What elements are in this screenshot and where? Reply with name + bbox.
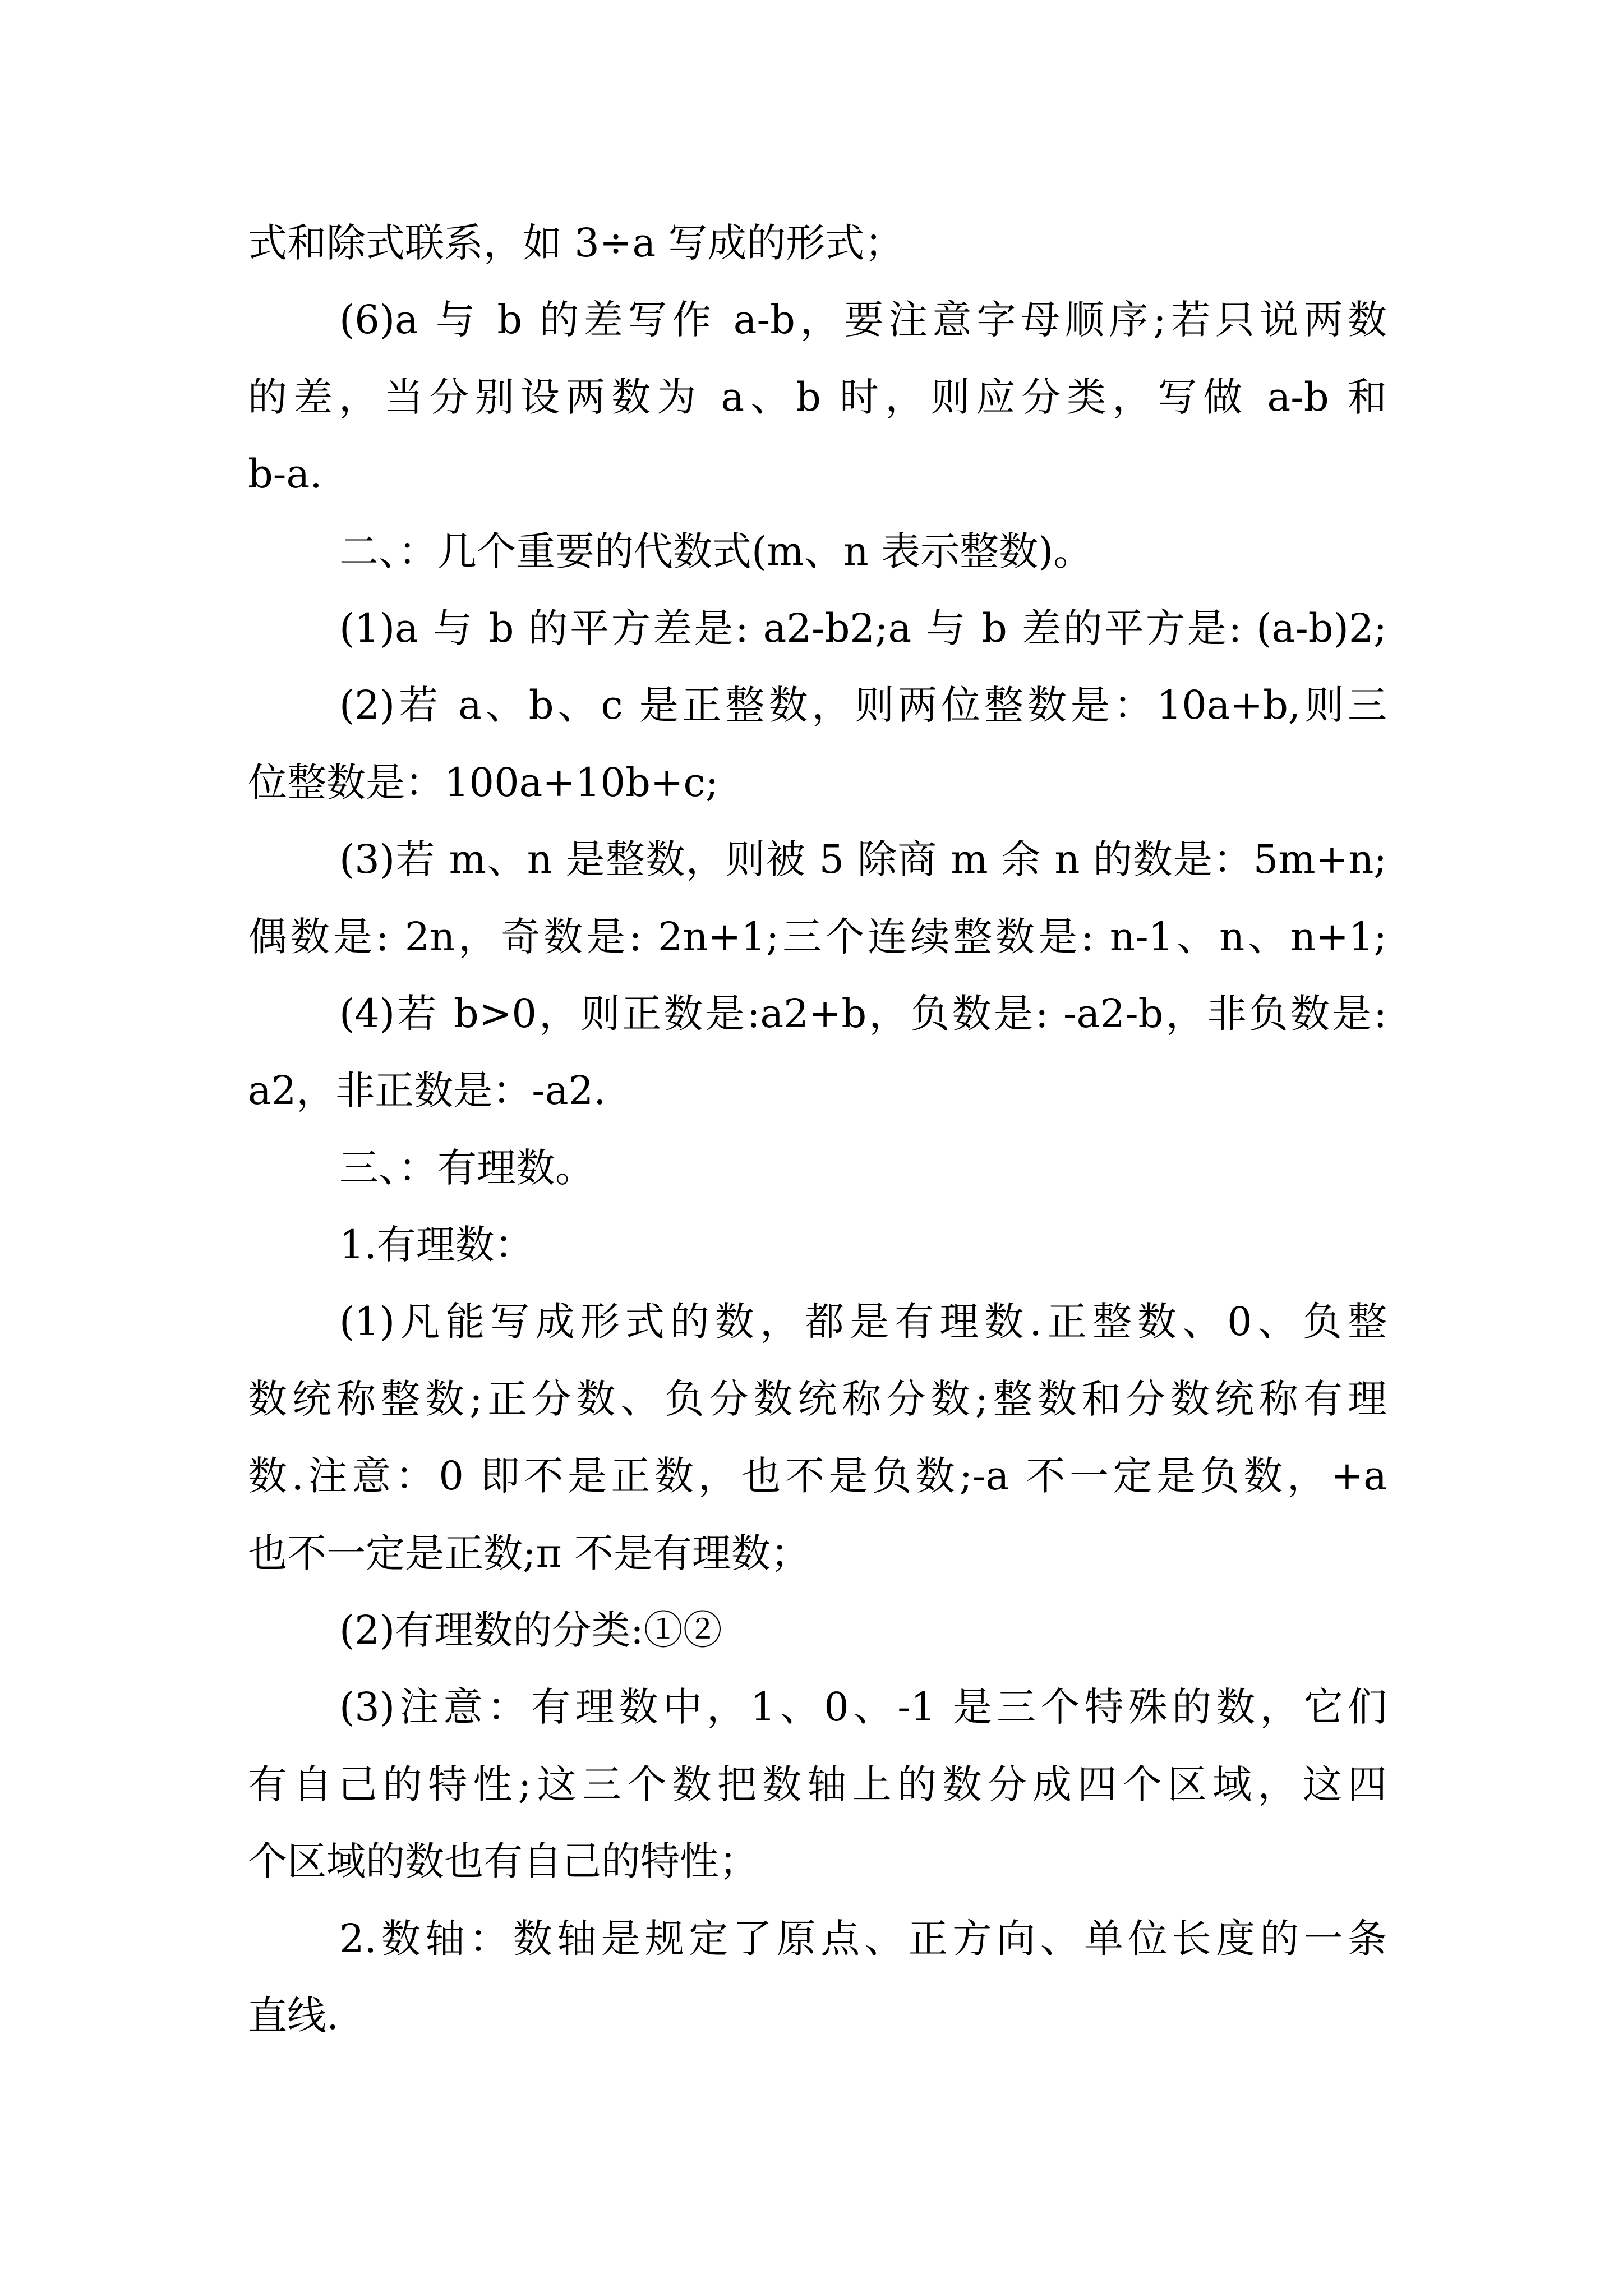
text-line: (6)a 与 b 的差写作 a-b，要注意字母顺序;若只说两数: [339, 297, 1387, 343]
text-line: (4)若 b>0，则正数是:a2+b，负数是: -a2-b，非负数是:: [339, 990, 1387, 1037]
text-line: 个区域的数也有自己的特性；: [248, 1838, 758, 1885]
text-line: 的差，当分别设两数为 a、b 时，则应分类，写做 a-b 和: [248, 374, 1387, 420]
document-body: [248, 205, 1387, 2054]
text-line: 也不一定是正数;π 不是有理数；: [248, 1530, 810, 1576]
text-line: 数.注意：0 即不是正数，也不是负数;-a 不一定是负数，+a: [248, 1453, 1387, 1499]
text-line: 式和除式联系，如 3÷a 写成的形式；: [248, 220, 904, 266]
text-line: 有自己的特性;这三个数把数轴上的数分成四个区域，这四: [248, 1761, 1387, 1807]
text-line: (2)若 a、b、c 是正整数，则两位整数是：10a+b,则三: [339, 682, 1387, 729]
subsection-heading: 1.有理数：: [339, 1222, 534, 1268]
text-line: (1)a 与 b 的平方差是: a2-b2;a 与 b 差的平方是: (a-b)2;: [339, 605, 1387, 651]
text-line: (3)注意：有理数中，1、0、-1 是三个特殊的数，它们: [339, 1684, 1387, 1731]
section-heading: 三、：有理数。: [339, 1144, 594, 1191]
text-line: 直线.: [248, 1992, 339, 2039]
text-line: b-a.: [248, 451, 322, 498]
text-line: 偶数是: 2n，奇数是: 2n+1;三个连续整数是: n-1、n、n+1;: [248, 913, 1387, 960]
text-line: a2，非正数是：-a2.: [248, 1068, 606, 1114]
text-line: (1)凡能写成形式的数，都是有理数.正整数、0、负整: [339, 1299, 1387, 1345]
subsection-heading: 2.数轴：数轴是规定了原点、正方向、单位长度的一条: [339, 1915, 1387, 1962]
section-heading: 二、：几个重要的代数式(m、n 表示整数)。: [339, 528, 1093, 574]
text-line: 数统称整数;正分数、负分数统称分数;整数和分数统称有理: [248, 1375, 1387, 1422]
text-line: (3)若 m、n 是整数，则被 5 除商 m 余 n 的数是：5m+n;: [339, 836, 1387, 883]
text-line: (2)有理数的分类:①②: [339, 1607, 722, 1654]
text-line: 位整数是：100a+10b+c;: [248, 759, 719, 806]
